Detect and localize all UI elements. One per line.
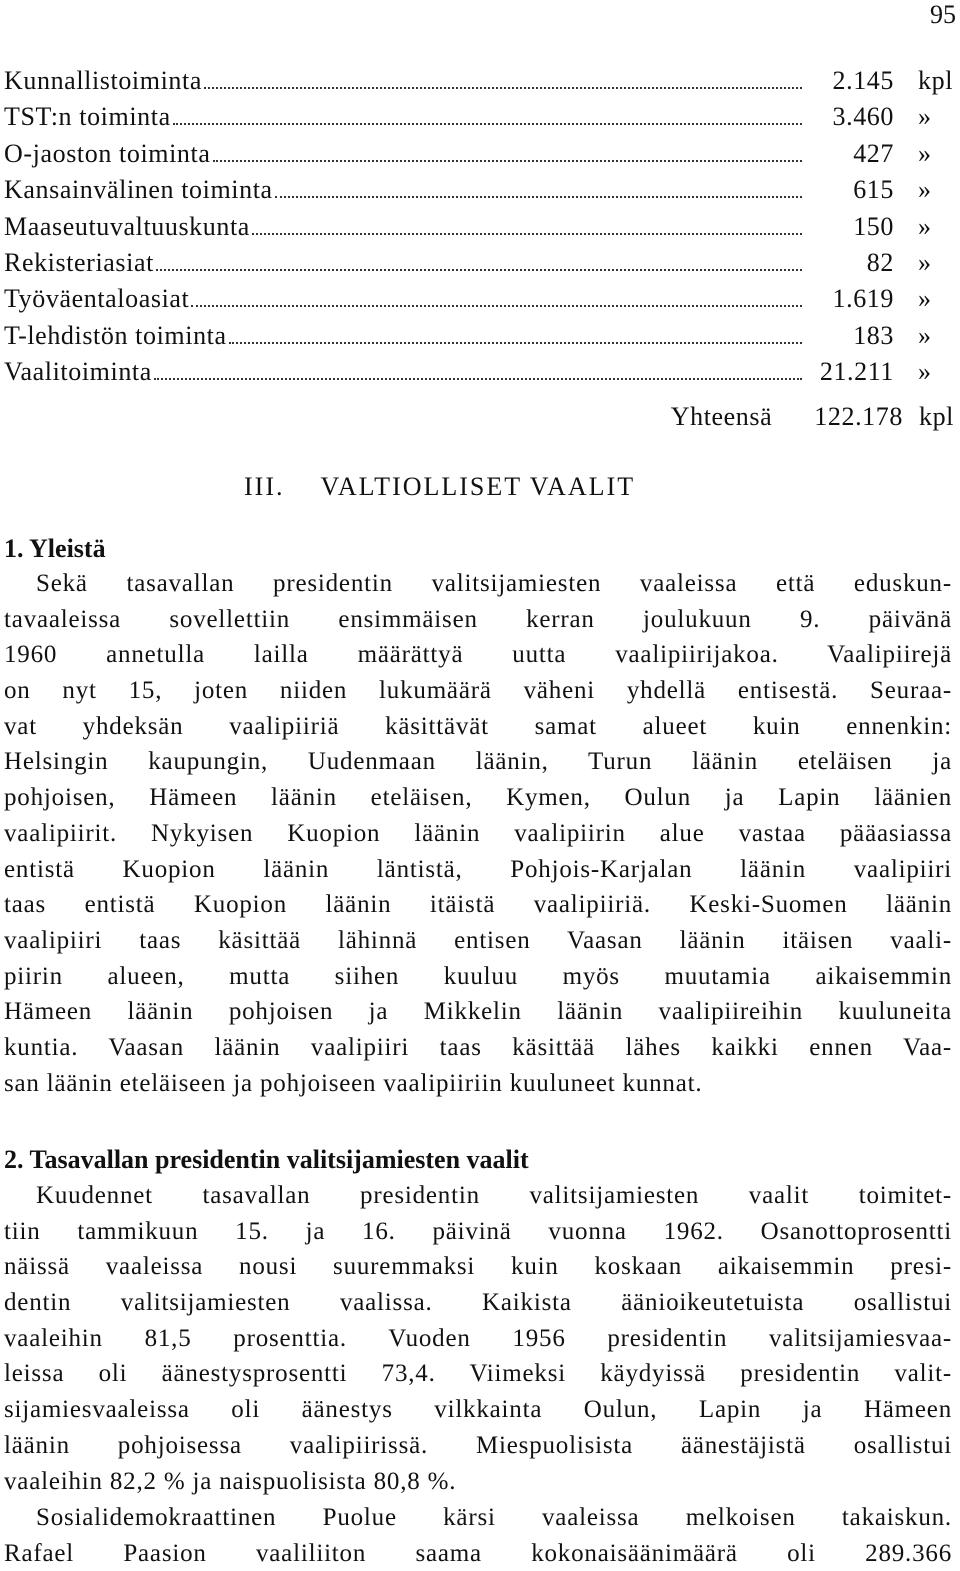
section-heading <box>244 472 635 502</box>
text-line: vaalipiiri taas käsittää lähinnä entisen Vaasan läänin itäisen vaali- <box>4 926 952 954</box>
text-line: vaalipiirit. Nykyisen Kuopion läänin vaalipiirin alue vastaa pääasiassa <box>4 819 952 847</box>
list-item <box>4 357 954 393</box>
text-line: pohjoisen, Hämeen läänin eteläisen, Kymen, Oulun ja Lapin läänien <box>4 784 952 812</box>
paragraph <box>4 566 952 1101</box>
item-label: Työväentaloasiat <box>4 284 190 314</box>
text-line: vat yhdeksän vaalipiiriä käsittävät samat alueet kuin ennenkin: <box>4 712 952 740</box>
dot-leader <box>229 341 802 344</box>
subheading-general: 1. Yleistä <box>4 534 106 563</box>
text-line: Kuudennet tasavallan presidentin valitsijamiesten vaalit toimitet- <box>36 1182 952 1209</box>
item-unit: » <box>918 247 932 277</box>
dot-leader <box>173 122 802 125</box>
text-line: 1960 annetulla lailla määrättyä uutta vaalipiirijakoa. Vaalipiirejä <box>4 641 952 669</box>
text-line: san läänin eteläiseen ja pohjoiseen vaalipiiriin kuuluneet kunnat. <box>4 1069 703 1097</box>
item-value: 3.460 <box>832 102 894 132</box>
list-item <box>4 248 954 284</box>
item-label: O-jaoston toiminta <box>4 138 211 168</box>
dot-leader <box>204 86 802 89</box>
item-unit: » <box>918 102 932 132</box>
total-row <box>0 402 954 432</box>
paragraph <box>4 1500 952 1571</box>
item-value: 82 <box>866 247 894 277</box>
dot-leader <box>213 159 803 162</box>
text-line: entistä Kuopion läänin läntistä, Pohjois-Karjalan läänin vaalipiiri <box>4 855 952 883</box>
total-unit: kpl <box>918 402 954 431</box>
dot-leader <box>252 232 802 235</box>
text-line: Sosialidemokraattinen Puolue kärsi vaaleissa melkoisen takaiskun. <box>36 1504 952 1531</box>
section-title: VALTIOLLISET VAALIT <box>320 472 636 501</box>
dot-leader <box>191 304 802 307</box>
text-line: läänin pohjoisessa vaalipiirissä. Miespuolisista äänestäjistä osallistui <box>4 1431 952 1459</box>
total-value: 122.178 <box>814 402 903 431</box>
item-label: T-lehdistön toiminta <box>4 320 227 350</box>
paragraph <box>4 1178 952 1499</box>
item-label: Rekisteriasiat <box>4 247 154 277</box>
list-item <box>4 284 954 320</box>
statistics-list <box>4 66 954 394</box>
item-label: Vaalitoiminta <box>4 357 152 387</box>
item-unit: » <box>918 138 932 168</box>
page-number: 95 <box>930 0 956 29</box>
item-value: 183 <box>853 320 894 350</box>
list-item <box>4 139 954 175</box>
item-value: 150 <box>853 211 894 241</box>
item-value: 427 <box>853 138 894 168</box>
text-line: näissä vaaleissa nousi suuremmaksi kuin koskaan aikaisemmin presi- <box>4 1253 952 1281</box>
item-label: Kunnallistoiminta <box>4 66 202 95</box>
item-unit: » <box>918 284 932 314</box>
item-unit: » <box>918 175 932 205</box>
dot-leader <box>154 377 802 380</box>
list-item <box>4 321 954 357</box>
item-label: Kansainvälinen toiminta <box>4 175 273 205</box>
text-line: Sekä tasavallan presidentin valitsijamiesten vaaleissa että eduskun- <box>36 570 952 597</box>
text-line: dentin valitsijamiesten vaalissa. Kaikista äänioikeutetuista osallistui <box>4 1289 952 1317</box>
list-item <box>4 212 954 248</box>
list-item <box>4 66 954 102</box>
section-number: III. <box>244 472 285 501</box>
text-line: tavaaleissa sovellettiin ensimmäisen kerran joulukuun 9. päivänä <box>4 605 952 633</box>
subheading-presidential-electors: 2. Tasavallan presidentin valitsijamiesten vaalit <box>4 1145 529 1174</box>
dot-leader <box>156 268 802 271</box>
text-line: Helsingin kaupungin, Uudenmaan läänin, Turun läänin eteläisen ja <box>4 748 952 776</box>
text-line: taas entistä Kuopion läänin itäistä vaalipiiriä. Keski-Suomen läänin <box>4 891 952 919</box>
item-label: TST:n toiminta <box>4 102 171 132</box>
text-line: tiin tammikuun 15. ja 16. päivinä vuonna 1962. Osanottoprosentti <box>4 1217 952 1245</box>
total-label: Yhteensä <box>670 402 773 431</box>
text-line: kuntia. Vaasan läänin vaalipiiri taas käsittää lähes kaikki ennen Vaa- <box>4 1033 952 1061</box>
item-value: 615 <box>853 175 894 205</box>
text-line: leissa oli äänestysprosentti 73,4. Viimeksi käydyissä presidentin valit- <box>4 1360 952 1388</box>
list-item <box>4 102 954 138</box>
text-line: Hämeen läänin pohjoisen ja Mikkelin läänin vaalipiireihin kuuluneita <box>4 998 952 1026</box>
text-line: piirin alueen, mutta siihen kuuluu myös muutamia aikaisemmin <box>4 962 952 990</box>
item-unit: kpl <box>918 66 954 95</box>
text-line: sijamiesvaaleissa oli äänestys vilkkainta Oulun, Lapin ja Hämeen <box>4 1396 952 1424</box>
item-unit: » <box>918 357 932 387</box>
item-value: 2.145 <box>832 66 894 95</box>
item-label: Maaseutuvaltuuskunta <box>4 211 250 241</box>
text-line: on nyt 15, joten niiden lukumäärä väheni yhdellä entisestä. Seuraa- <box>4 677 952 705</box>
text-line: vaaleihin 82,2 % ja naispuolisista 80,8 %. <box>4 1467 457 1495</box>
item-unit: » <box>918 211 932 241</box>
dot-leader <box>275 195 802 198</box>
item-value: 21.211 <box>819 357 894 387</box>
list-item <box>4 175 954 211</box>
text-line: Rafael Paasion vaaliliiton saama kokonaisäänimäärä oli 289.366 <box>4 1539 952 1567</box>
item-value: 1.619 <box>832 284 894 314</box>
text-line: vaaleihin 81,5 prosenttia. Vuoden 1956 presidentin valitsijamiesvaa- <box>4 1324 952 1352</box>
item-unit: » <box>918 320 932 350</box>
